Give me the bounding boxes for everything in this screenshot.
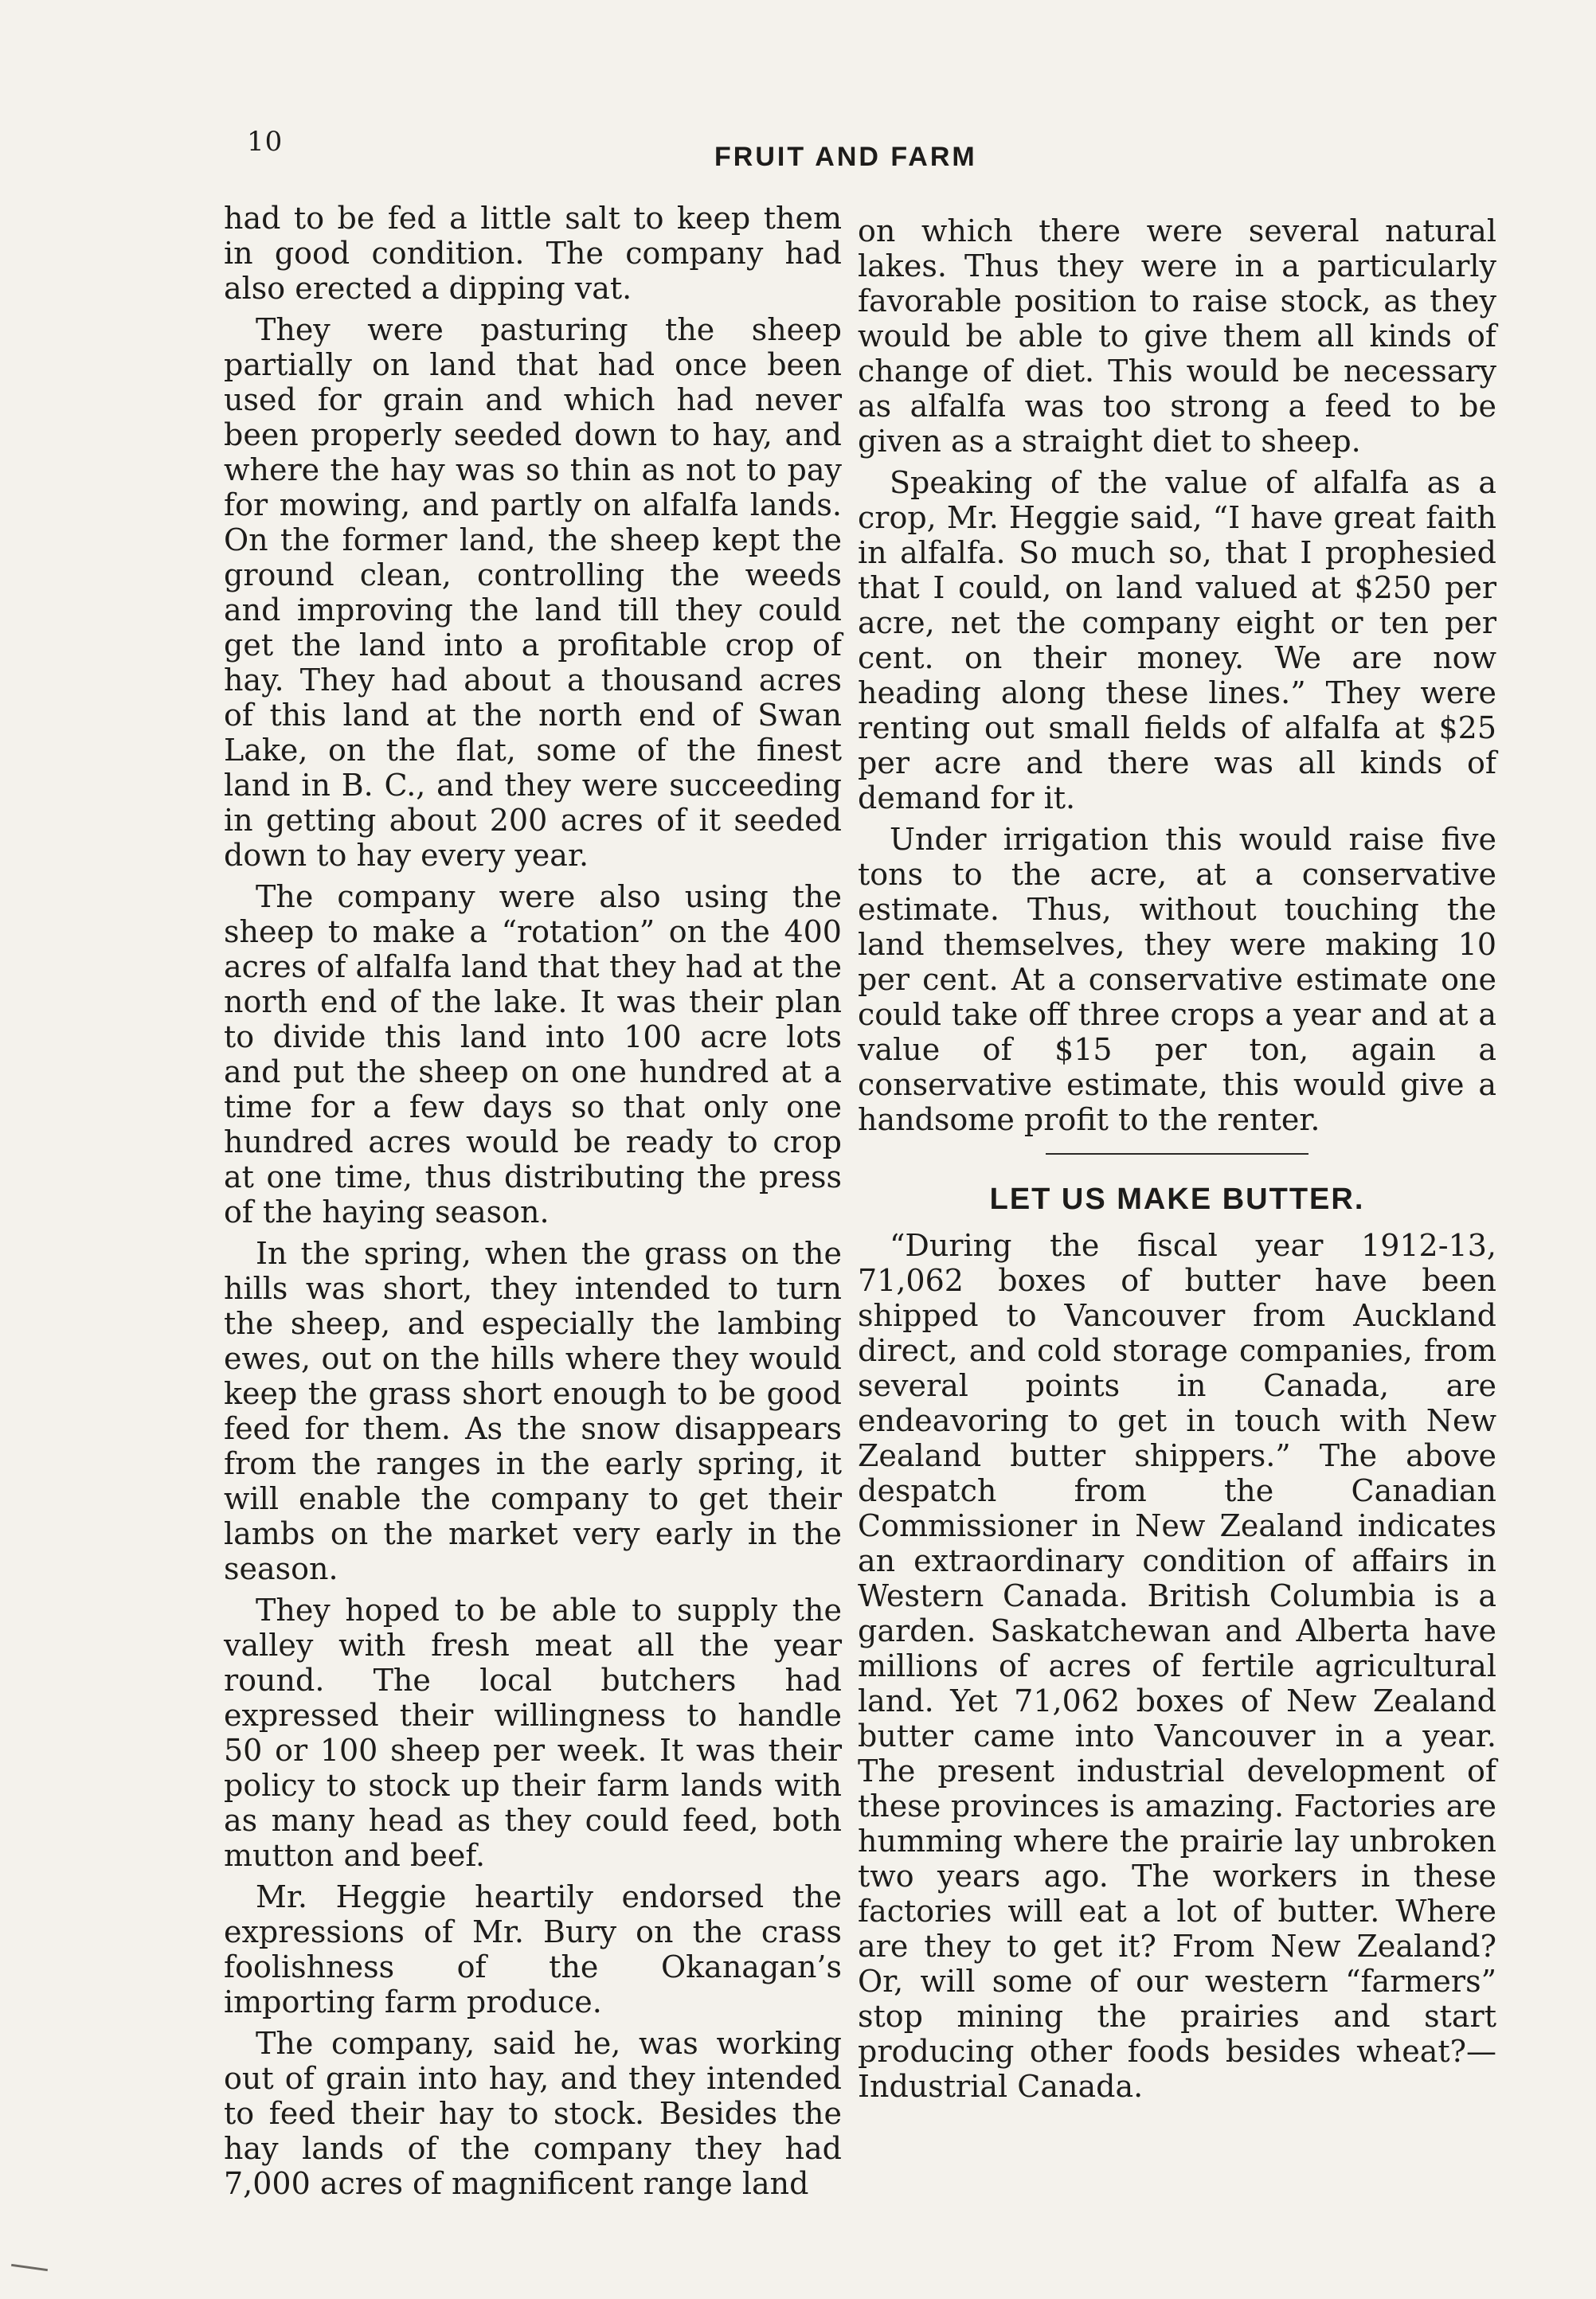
right-column (858, 213, 1496, 2110)
running-title: FRUIT AND FARM (714, 142, 977, 172)
paragraph: had to be fed a little salt to keep them in good condition. The company had also erected a dipping vat. (224, 201, 842, 306)
left-column (224, 201, 842, 2207)
section-title: LET US MAKE BUTTER. (989, 1183, 1365, 1216)
paragraph: In the spring, when the grass on the hills was short, they intended to turn the sheep, and especially the lambing ewes, out on the hills where they would keep the grass short enough to be good feed for them. As the snow disappears from the ranges in the early spring, it will enable the company to get their lambs on the market very early in the season. (224, 1236, 842, 1586)
scan-mark (11, 2264, 48, 2271)
paragraph: on which there were several natural lakes. Thus they were in a particularly favorable position to raise stock, as they would be able to give them all kinds of change of diet. This would be necessary as alfalfa was too strong a feed to be given as a straight diet to sheep. (858, 213, 1496, 459)
paragraph: “During the fiscal year 1912-13, 71,062 boxes of butter have been shipped to Vancouver from Auckland direct, and cold storage companies, from several points in Canada, are endeavoring to get in touch with New Zealand butter shippers.” The above despatch from the Canadian Commissioner in New Zealand indicates an extraordinary condition of affairs in Western Canada. British Columbia is a garden. Saskatchewan and Alberta have millions of acres of fertile agricultural land. Yet 71,062 boxes of New Zealand butter came into Vancouver in a year. The present industrial development of these provinces is amazing. Factories are humming where the prairie lay unbroken two years ago. The workers in these factories will eat a lot of butter. Where are they to get it? From New Zealand? Or, will some of our western “farmers” stop mining the prairies and start producing other foods besides wheat?—Industrial Canada. (858, 1228, 1496, 2104)
page-number: 10 (247, 126, 284, 158)
paragraph: Mr. Heggie heartily endorsed the expressions of Mr. Bury on the crass foolishness of the Okanagan’s importing farm produce. (224, 1879, 842, 2019)
section-divider (1046, 1153, 1308, 1155)
paragraph: The company, said he, was working out of grain into hay, and they intended to feed their hay to stock. Besides the hay lands of the company they had 7,000 acres of magnificent range land (224, 2026, 842, 2201)
paragraph: They hoped to be able to supply the valley with fresh meat all the year round. The local butchers had expressed their willingness to handle 50 or 100 sheep per week. It was their policy to stock up their farm lands with as many head as they could feed, both mutton and beef. (224, 1593, 842, 1873)
paragraph: Speaking of the value of alfalfa as a crop, Mr. Heggie said, “I have great faith in alfalfa. So much so, that I prophesied that I could, on land valued at $250 per acre, net the company eight or ten per cent. on their money. We are now heading along these lines.” They were renting out small fields of alfalfa at $25 per acre and there was all kinds of demand for it. (858, 465, 1496, 815)
paragraph: Under irrigation this would raise five tons to the acre, at a conservative estimate. Thus, without touching the land themselves, they were making 10 per cent. At a conservative estimate one could take off three crops a year and at a value of $15 per ton, again a conservative estimate, this would give a handsome profit to the renter. (858, 822, 1496, 1137)
paragraph: The company were also using the sheep to make a “rotation” on the 400 acres of alfalfa land that they had at the north end of the lake. It was their plan to divide this land into 100 acre lots and put the sheep on one hundred at a time for a few days so that only one hundred acres would be ready to crop at one time, thus distributing the press of the haying season. (224, 879, 842, 1230)
paragraph: They were pasturing the sheep partially on land that had once been used for grain and which had never been properly seeded down to hay, and where the hay was so thin as not to pay for mowing, and partly on alfalfa lands. On the former land, the sheep kept the ground clean, controlling the weeds and improving the land till they could get the land into a profitable crop of hay. They had about a thousand acres of this land at the north end of Swan Lake, on the flat, some of the finest land in B. C., and they were succeeding in getting about 200 acres of it seeded down to hay every year. (224, 312, 842, 873)
